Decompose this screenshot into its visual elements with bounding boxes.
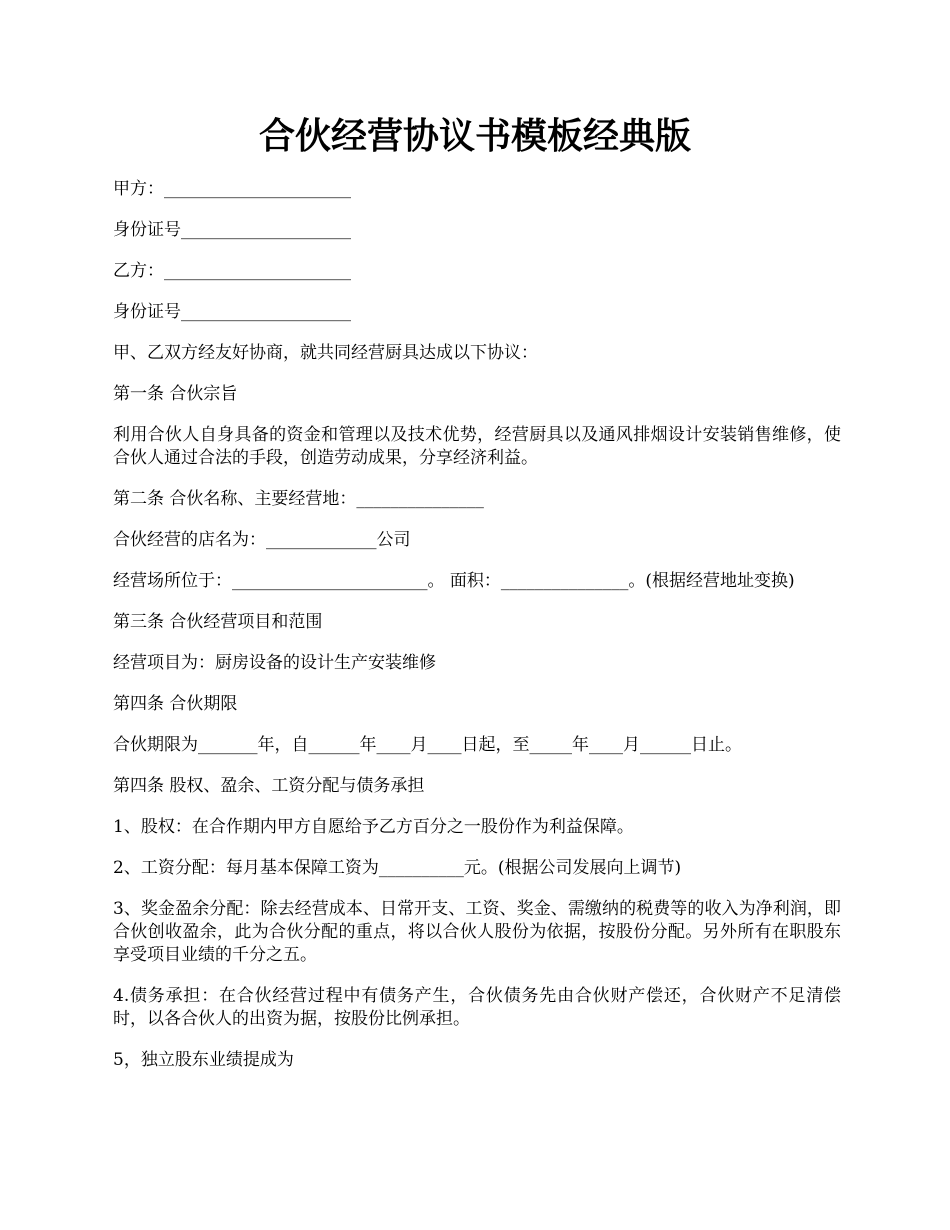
document-body (113, 178, 841, 1090)
article-2-heading: 第二条 合伙名称、主要经营地：_______________ (113, 489, 484, 509)
clause-commission: 5，独立股东业绩提成为 (113, 1050, 294, 1070)
party-b-line: 乙方：______________________ (113, 261, 351, 281)
article-4-heading: 第四条 合伙期限 (113, 694, 238, 714)
article-1-heading: 第一条 合伙宗旨 (113, 384, 238, 404)
intro-paragraph: 甲、乙双方经友好协商，就共同经营厨具达成以下协议： (113, 343, 538, 363)
article-4b-heading: 第四条 股权、盈余、工资分配与债务承担 (113, 776, 425, 796)
clause-debt: 4.债务承担：在合伙经营过程中有债务产生，合伙债务先由合伙财产偿还，合伙财产不足清偿时，以各合伙人的出资为据，按股份比例承担。 (113, 986, 841, 1029)
party-a-line: 甲方：______________________ (113, 179, 351, 199)
article-1-body: 利用合伙人自身具备的资金和管理以及技术优势，经营厨具以及通风排烟设计安装销售维修，使合伙人通过合法的手段，创造劳动成果，分享经济利益。 (113, 425, 841, 468)
document-title: 合伙经营协议书模板经典版 (258, 115, 691, 157)
party-b-id-line: 身份证号____________________ (113, 302, 351, 322)
business-scope-line: 经营项目为：厨房设备的设计生产安装维修 (113, 653, 436, 673)
term-line: 合伙期限为_______年，自______年____月____日起，至_____年____月______日止。 (113, 735, 742, 755)
shop-name-line: 合伙经营的店名为：_____________公司 (113, 530, 411, 550)
clause-equity: 1、股权：在合作期内甲方自愿给予乙方百分之一股份作为利益保障。 (113, 817, 634, 837)
article-3-heading: 第三条 合伙经营项目和范围 (113, 612, 323, 632)
clause-bonus: 3、奖金盈余分配：除去经营成本、日常开支、工资、奖金、需缴纳的税费等的收入为净利润，即合伙创收盈余，此为合伙分配的重点，将以合伙人股份为依据，按股份分配。另外所有在职股东享受项目业绩的千分之五。 (113, 899, 841, 965)
location-line: 经营场所位于：_______________________。 面积：_______________。(根据经营地址变换) (113, 571, 795, 591)
party-a-id-line: 身份证号____________________ (113, 220, 351, 240)
clause-salary: 2、工资分配：每月基本保障工资为__________元。(根据公司发展向上调节) (113, 858, 682, 878)
